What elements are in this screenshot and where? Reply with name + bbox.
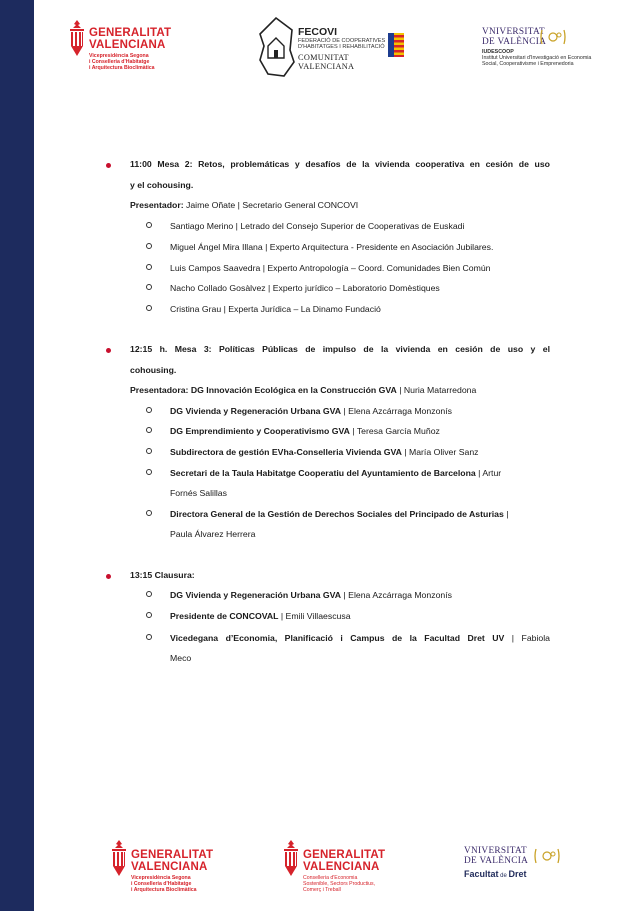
footer-gv-logo-1: [110, 840, 220, 896]
gv-name-line2: VALENCIANA: [303, 860, 380, 873]
speaker-item: Luis Campos Saavedra | Experto Antropología – Coord. Comunidades Bien Común: [170, 263, 491, 273]
gv-sub-line: Comerç i Treball: [303, 887, 341, 894]
speaker-item: Subdirectora de gestión EVha-Conselleria Vivienda GVA | María Oliver Sanz: [170, 447, 479, 457]
speaker-item: Miguel Ángel Mira Illana | Experto Arquitectura - Presidente en Asociación Jubilares.: [170, 242, 494, 252]
uv-emblem-icon: [534, 847, 560, 865]
session-title: 11:00 Mesa 2: Retos, problemáticas y desafíos de la vivienda cooperativa en cesión de uso: [130, 159, 550, 169]
uv-acronym: IUDESCOOP: [482, 49, 514, 55]
speaker-item: Presidente de CONCOVAL | Emili Villaescusa: [170, 611, 351, 621]
session-title: 12:15 h. Mesa 3: Políticas Públicas de impulso de la vivienda en cesión de uso y el: [130, 344, 550, 354]
speaker-bullet: [146, 591, 152, 597]
speaker-bullet: [146, 427, 152, 433]
speaker-item: DG Vivienda y Regeneración Urbana GVA | Elena Azcárraga Monzonís: [170, 406, 452, 416]
uv-name-line1: VNIVERSITAT: [464, 846, 527, 856]
speaker-bullet: [146, 448, 152, 454]
gv-name-line1: GENERALITAT: [303, 849, 386, 861]
uv-name-line2: DE VALÈNCIA: [482, 37, 547, 47]
gv-sub-line: Vicepresidència Segona: [89, 53, 149, 59]
session-title-cont: cohousing.: [130, 365, 177, 375]
uv-name-line1: VNIVERSITAT: [482, 27, 545, 37]
uv-name-line2: DE VALÈNCIA: [464, 856, 529, 866]
gv-name-line1: GENERALITAT: [131, 849, 214, 861]
uv-emblem-icon: [540, 28, 566, 46]
speaker-bullet: [146, 222, 152, 228]
gv-sub-line: i Conselleria d'Habitatge: [89, 59, 150, 66]
session-presenter: Presentador: Jaime Oñate | Secretario General CONCOVI: [130, 200, 359, 210]
gv-crest-icon: [282, 840, 300, 880]
session-title-cont: y el cohousing.: [130, 180, 194, 190]
session-bullet: [106, 574, 111, 579]
gv-sub-line: i Conselleria d'Habitatge: [131, 881, 192, 888]
fecovi-house-icon: [256, 16, 296, 78]
speaker-item: Directora General de la Gestión de Derechos Sociales del Principado de Asturias |: [170, 509, 509, 519]
uv-sub-line: Social, Cooperativisme i Emprenedoria: [482, 61, 574, 68]
header-uv-logo: [482, 27, 622, 77]
fecovi-name: FECOVI: [298, 26, 338, 38]
uv-sub-line: Institut Universitari d'Investigació en Economia: [482, 55, 592, 62]
speaker-item: DG Emprendimiento y Cooperativismo GVA | Teresa García Muñoz: [170, 426, 440, 436]
speaker-bullet: [146, 510, 152, 516]
speaker-bullet: [146, 305, 152, 311]
fecovi-region: COMUNITAT VALENCIANA: [298, 52, 355, 71]
speaker-item: Secretari de la Taula Habitatge Cooperatiu del Ayuntamiento de Barcelona | Artur: [170, 468, 502, 478]
gv-sub-line: Sostenible, Sectors Productius,: [303, 881, 376, 888]
header-gv-logo: [68, 20, 178, 76]
speaker-item: Santiago Merino | Letrado del Consejo Superior de Cooperativas de Euskadi: [170, 221, 465, 231]
speaker-item-cont: Paula Álvarez Herrera: [170, 529, 256, 539]
footer-gv-logo-2: [282, 840, 402, 896]
gv-sub-line: Conselleria d'Economia: [303, 875, 358, 881]
speaker-item: Nacho Collado Gosàlvez | Experto jurídico – Laboratorio Domèstiques: [170, 283, 440, 293]
header-fecovi-logo: [256, 16, 406, 82]
gv-crest-icon: [110, 840, 128, 880]
valencia-flag-icon: [388, 33, 404, 57]
fecovi-sub-line: D'HABITATGES I REHABILITACIÓ: [298, 44, 385, 51]
speaker-bullet: [146, 407, 152, 413]
speaker-item-cont: Meco: [170, 653, 192, 663]
gv-sub-line: i Arquitectura Bioclimàtica: [131, 887, 197, 894]
speaker-bullet: [146, 469, 152, 475]
gv-sub-line: i Arquitectura Bioclimàtica: [89, 65, 155, 72]
session-bullet: [106, 163, 111, 168]
speaker-item: DG Vivienda y Regeneración Urbana GVA | Elena Azcárraga Monzonís: [170, 590, 452, 600]
gv-crest-icon: [68, 20, 86, 60]
speaker-item: Cristina Grau | Experta Jurídica – La Dinamo Fundació: [170, 304, 381, 314]
speaker-bullet: [146, 284, 152, 290]
speaker-item: Vicedegana d’Economia, Planificació i Campus de la Facultad Dret UV | Fabiola: [170, 633, 551, 643]
session-title: 13:15 Clausura:: [130, 570, 195, 580]
fecovi-sub-line: FEDERACIÓ DE COOPERATIVES: [298, 38, 386, 44]
gv-sub-line: Vicepresidència Segona: [131, 875, 191, 881]
speaker-bullet: [146, 264, 152, 270]
session-presenter: Presentadora: DG Innovación Ecológica en la Construcción GVA | Nuria Matarredona: [130, 385, 477, 395]
speaker-item-cont: Fornés Salillas: [170, 488, 227, 498]
footer-uv-logo: [464, 846, 584, 890]
speaker-bullet: [146, 612, 152, 618]
uv-faculty-label: Facultat de Dret: [464, 869, 527, 879]
session-bullet: [106, 348, 111, 353]
speaker-bullet: [146, 243, 152, 249]
gv-name-line2: VALENCIANA: [89, 38, 166, 51]
gv-name-line1: GENERALITAT: [89, 27, 172, 39]
gv-name-line2: VALENCIANA: [131, 860, 208, 873]
speaker-bullet: [146, 634, 152, 640]
left-sidebar-bar: [0, 0, 34, 911]
